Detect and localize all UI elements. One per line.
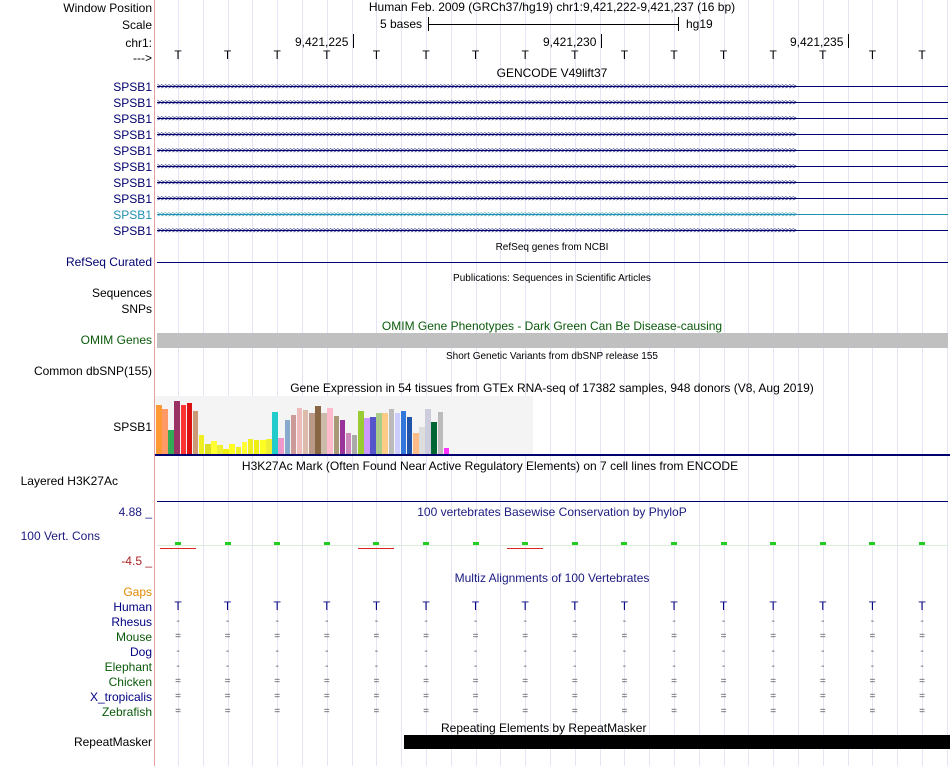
alignment-cell: -: [473, 661, 478, 672]
alignment-cell: =: [819, 691, 826, 702]
alignment-cell: =: [869, 631, 876, 642]
alignment-cell: =: [472, 676, 479, 687]
phylop-positive-mark: [671, 542, 677, 545]
gtex-tissue-bar[interactable]: [291, 415, 297, 454]
alignment-cell: -: [573, 661, 577, 672]
gene-label[interactable]: SPSB1: [113, 224, 152, 238]
alignment-cell: -: [672, 661, 676, 672]
publications-snps-label[interactable]: SNPs: [121, 302, 152, 316]
phylop-min-label: -4.5 _: [121, 554, 152, 568]
alignment-cell: =: [671, 631, 677, 642]
phylop-positive-mark: [721, 542, 727, 545]
alignment-cell: -: [821, 616, 825, 627]
alignment-cell: -: [275, 646, 279, 657]
publications-sequences-label[interactable]: Sequences: [91, 286, 152, 300]
strand-label: --->: [133, 51, 152, 65]
alignment-cell: =: [869, 706, 876, 717]
alignment-cell: -: [771, 661, 775, 672]
alignment-cell: -: [325, 646, 329, 657]
alignment-cell: =: [423, 676, 429, 687]
alignment-cell: =: [621, 691, 628, 702]
phylop-negative-mark: [358, 548, 394, 549]
gtex-tissue-bar[interactable]: [285, 420, 291, 454]
track-data-area[interactable]: [155, 0, 950, 766]
base-letter: T: [769, 48, 777, 62]
alignment-cell: =: [323, 631, 330, 642]
alignment-cell: T: [422, 599, 430, 613]
species-label-rhesus[interactable]: Rhesus: [111, 615, 152, 629]
alignment-cell: =: [373, 631, 380, 642]
refseq-track-title[interactable]: RefSeq genes from NCBI: [495, 242, 609, 253]
alignment-cell: =: [720, 676, 727, 687]
alignment-cell: T: [819, 599, 827, 613]
base-letter: T: [273, 48, 281, 62]
phylop-track-label[interactable]: 100 Vert. Cons: [20, 529, 100, 543]
gtex-tissue-bar[interactable]: [413, 433, 419, 454]
alignment-cell: =: [919, 631, 925, 642]
gtex-tissue-bar[interactable]: [205, 444, 211, 454]
gtex-tissue-bar[interactable]: [370, 417, 376, 454]
omim-phenotype-bar[interactable]: [157, 333, 948, 348]
scale-text: 5 bases: [380, 17, 423, 31]
gtex-tissue-bar[interactable]: [248, 439, 254, 454]
gtex-tissue-bar[interactable]: [321, 413, 327, 454]
alignment-cell: -: [374, 661, 379, 672]
alignment-cell: T: [174, 599, 182, 613]
alignment-cell: =: [274, 706, 281, 717]
alignment-cell: T: [918, 599, 926, 613]
alignment-cell: T: [719, 599, 728, 613]
omim-track-title[interactable]: OMIM Gene Phenotypes - Dark Green Can Be Disease-causing: [381, 319, 723, 333]
alignment-cell: =: [819, 631, 826, 642]
alignment-cell: =: [919, 691, 925, 702]
gene-transcript-backbone: [157, 214, 948, 215]
gtex-tissue-bar[interactable]: [278, 438, 284, 454]
gtex-track-label[interactable]: SPSB1: [113, 420, 152, 434]
gtex-tissue-bar[interactable]: [254, 440, 260, 455]
gtex-tissue-bar[interactable]: [229, 444, 235, 454]
gtex-baseline: [155, 454, 950, 456]
alignment-cell: =: [274, 631, 281, 642]
track-label-column: [0, 0, 154, 766]
base-letter: T: [620, 48, 629, 62]
h3k27ac-baseline: [157, 501, 948, 502]
gtex-tissue-bar[interactable]: [309, 413, 315, 454]
alignment-cell: -: [523, 616, 527, 627]
alignment-cell: -: [622, 661, 627, 672]
repeatmasker-track-label[interactable]: RepeatMasker: [73, 735, 152, 749]
alignment-cell: -: [473, 616, 478, 627]
phylop-max-label: 4.88 _: [118, 505, 152, 519]
phylop-positive-mark: [324, 542, 330, 545]
alignment-cell: -: [870, 616, 875, 627]
alignment-cell: =: [224, 676, 231, 687]
position-tick: [353, 34, 354, 48]
phylop-positive-mark: [373, 542, 379, 545]
gtex-tissue-bar[interactable]: [266, 439, 272, 454]
base-letter: T: [223, 48, 232, 62]
alignment-cell: =: [819, 706, 826, 717]
gtex-tissue-bar[interactable]: [315, 406, 321, 454]
alignment-cell: =: [323, 691, 330, 702]
gtex-tissue-bar[interactable]: [260, 440, 266, 454]
gene-transcript-backbone: [157, 86, 948, 87]
gtex-tissue-bar[interactable]: [297, 408, 303, 454]
repeatmasker-element-bar[interactable]: [404, 735, 950, 749]
alignment-cell: -: [325, 661, 329, 672]
alignment-cell: =: [571, 631, 578, 642]
alignment-cell: -: [374, 616, 379, 627]
alignment-cell: -: [573, 616, 577, 627]
alignment-cell: -: [920, 646, 924, 657]
alignment-cell: -: [523, 646, 527, 657]
chrom-label: chr1:: [125, 36, 152, 50]
gtex-tissue-bar[interactable]: [346, 433, 352, 454]
window-position-label: Window Position: [63, 1, 152, 15]
alignment-cell: =: [522, 631, 529, 642]
alignment-cell: T: [620, 599, 629, 613]
repeatmasker-track-title[interactable]: Repeating Elements by RepeatMasker: [441, 721, 647, 735]
gtex-tissue-bar[interactable]: [364, 418, 370, 454]
base-letter: T: [174, 48, 182, 62]
gencode-track-title[interactable]: GENCODE V49lift37: [496, 66, 608, 80]
phylop-positive-mark: [572, 542, 578, 545]
gtex-tissue-bar[interactable]: [401, 411, 407, 455]
gene-transcript-backbone: [157, 166, 948, 167]
alignment-cell: =: [423, 631, 429, 642]
alignment-cell: -: [424, 646, 428, 657]
alignment-cell: =: [621, 631, 628, 642]
phylop-positive-mark: [473, 542, 479, 545]
alignment-cell: -: [721, 661, 726, 672]
alignment-cell: T: [571, 599, 579, 613]
alignment-cell: =: [274, 691, 281, 702]
base-letter: T: [719, 48, 728, 62]
alignment-cell: =: [770, 691, 777, 702]
alignment-cell: =: [175, 691, 181, 702]
species-label-xtropicalis[interactable]: X_tropicalis: [89, 690, 152, 704]
alignment-cell: =: [571, 706, 578, 717]
alignment-cell: T: [372, 599, 381, 613]
alignment-cell: =: [819, 676, 826, 687]
position-tick-label: 9,421,225: [295, 35, 349, 49]
alignment-cell: =: [770, 706, 777, 717]
alignment-cell: =: [919, 676, 925, 687]
alignment-cell: -: [821, 661, 825, 672]
gene-label[interactable]: SPSB1: [113, 176, 152, 190]
alignment-cell: -: [721, 616, 726, 627]
alignment-cell: -: [870, 646, 875, 657]
gene-transcript-backbone: [157, 134, 948, 135]
alignment-cell: -: [424, 661, 428, 672]
alignment-cell: =: [423, 706, 429, 717]
species-label-chicken[interactable]: Chicken: [108, 675, 152, 689]
phylop-positive-mark: [770, 542, 776, 545]
alignment-cell: -: [275, 661, 279, 672]
refseq-track-label[interactable]: RefSeq Curated: [65, 255, 152, 269]
gtex-tissue-bar[interactable]: [168, 430, 174, 454]
phylop-track-title[interactable]: 100 vertebrates Basewise Conservation by PhyloP: [417, 505, 687, 519]
gtex-tissue-bar[interactable]: [193, 411, 199, 455]
alignment-cell: -: [672, 646, 676, 657]
alignment-cell: =: [224, 706, 231, 717]
alignment-cell: =: [522, 691, 529, 702]
scale-assembly: hg19: [686, 17, 713, 31]
alignment-cell: -: [870, 661, 875, 672]
base-letter: T: [819, 48, 827, 62]
gtex-tissue-bar[interactable]: [425, 409, 431, 454]
alignment-cell: =: [869, 676, 876, 687]
alignment-cell: -: [672, 616, 676, 627]
gene-transcript-backbone: [157, 230, 948, 231]
gtex-tissue-bar[interactable]: [340, 420, 346, 454]
base-letter: T: [868, 48, 877, 62]
gtex-tissue-bar[interactable]: [242, 442, 248, 454]
alignment-cell: =: [274, 676, 281, 687]
alignment-cell: =: [175, 706, 181, 717]
alignment-cell: -: [622, 616, 627, 627]
alignment-cell: T: [471, 599, 480, 613]
alignment-cell: =: [571, 691, 578, 702]
gene-transcript-backbone: [157, 198, 948, 199]
gtex-tissue-bar[interactable]: [236, 447, 242, 454]
multiz-track-title[interactable]: Multiz Alignments of 100 Vertebrates: [454, 571, 650, 585]
gtex-tissue-bar[interactable]: [187, 403, 193, 454]
alignment-cell: =: [472, 631, 479, 642]
gene-label[interactable]: SPSB1: [113, 192, 152, 206]
alignment-cell: =: [224, 691, 231, 702]
alignment-cell: =: [373, 676, 380, 687]
gene-label[interactable]: SPSB1: [113, 144, 152, 158]
alignment-cell: -: [622, 646, 627, 657]
alignment-cell: T: [273, 599, 281, 613]
species-label-zebrafish[interactable]: Zebrafish: [101, 705, 152, 719]
alignment-cell: T: [868, 599, 877, 613]
gene-transcript-backbone: [157, 150, 948, 151]
refseq-gene-line[interactable]: [157, 262, 948, 263]
alignment-cell: =: [720, 691, 727, 702]
gtex-tissue-bar[interactable]: [303, 410, 309, 454]
alignment-cell: -: [424, 616, 428, 627]
gtex-tissue-bar[interactable]: [352, 435, 358, 454]
phylop-positive-mark: [175, 542, 181, 545]
species-label-mouse[interactable]: Mouse: [115, 630, 152, 644]
alignment-cell: T: [670, 599, 678, 613]
species-label-human[interactable]: Human: [113, 600, 152, 614]
window-position-value: Human Feb. 2009 (GRCh37/hg19) chr1:9,421,222-9,421,237 (16 bp): [368, 0, 736, 14]
phylop-zero-line: [157, 545, 948, 546]
alignment-cell: =: [671, 706, 677, 717]
scale-bar: [428, 24, 679, 25]
alignment-cell: T: [323, 599, 331, 613]
alignment-cell: =: [323, 676, 330, 687]
alignment-cell: =: [472, 691, 479, 702]
gene-label[interactable]: SPSB1: [113, 96, 152, 110]
alignment-cell: -: [176, 661, 180, 672]
alignment-cell: =: [373, 691, 380, 702]
alignment-cell: -: [325, 616, 329, 627]
base-letter: T: [571, 48, 579, 62]
phylop-positive-mark: [522, 542, 528, 545]
scale-label: Scale: [121, 18, 152, 32]
alignment-cell: =: [175, 676, 181, 687]
alignment-cell: =: [770, 676, 777, 687]
omim-track-label[interactable]: OMIM Genes: [80, 333, 152, 347]
base-letter: T: [521, 48, 529, 62]
phylop-positive-mark: [225, 542, 231, 545]
gtex-tissue-bar[interactable]: [162, 409, 168, 454]
alignment-cell: -: [920, 616, 924, 627]
alignment-cell: -: [225, 661, 230, 672]
alignment-cell: -: [721, 646, 726, 657]
gtex-tissue-bar[interactable]: [211, 441, 217, 454]
alignment-cell: =: [720, 631, 727, 642]
gtex-tissue-bar[interactable]: [389, 409, 395, 454]
position-tick: [601, 34, 602, 48]
phylop-positive-mark: [423, 542, 429, 545]
gtex-tissue-bar[interactable]: [334, 416, 340, 454]
base-letter: T: [670, 48, 678, 62]
gene-label[interactable]: SPSB1: [113, 112, 152, 126]
alignment-cell: -: [920, 661, 924, 672]
gtex-tissue-bar[interactable]: [382, 413, 388, 454]
alignment-cell: =: [175, 631, 181, 642]
base-letter: T: [372, 48, 381, 62]
alignment-cell: =: [522, 676, 529, 687]
alignment-cell: -: [573, 646, 577, 657]
alignment-cell: -: [225, 616, 230, 627]
phylop-negative-mark: [507, 548, 543, 549]
h3k27ac-track-label[interactable]: Layered H3K27Ac: [20, 474, 118, 488]
gene-transcript-backbone: [157, 118, 948, 119]
alignment-cell: -: [225, 646, 230, 657]
alignment-cell: =: [621, 676, 628, 687]
base-letter: T: [471, 48, 480, 62]
alignment-cell: -: [771, 616, 775, 627]
alignment-cell: =: [571, 676, 578, 687]
dbsnp-track-title[interactable]: Short Genetic Variants from dbSNP release 155: [446, 351, 658, 362]
phylop-positive-mark: [274, 542, 280, 545]
multiz-gaps-label: Gaps: [123, 585, 152, 599]
alignment-cell: =: [919, 706, 925, 717]
gtex-tissue-bar[interactable]: [174, 401, 180, 454]
gtex-tissue-bar[interactable]: [395, 413, 401, 454]
position-tick: [848, 34, 849, 48]
alignment-cell: =: [224, 631, 231, 642]
alignment-cell: =: [720, 706, 727, 717]
publications-track-title[interactable]: Publications: Sequences in Scientific Articles: [453, 273, 651, 284]
alignment-cell: =: [770, 631, 777, 642]
scale-bar-left-tick: [428, 17, 429, 31]
h3k27ac-track-title[interactable]: H3K27Ac Mark (Often Found Near Active Regulatory Elements) on 7 cell lines from ENCODE: [241, 459, 739, 473]
gtex-tissue-bar[interactable]: [272, 412, 278, 454]
species-label-dog[interactable]: Dog: [129, 645, 152, 659]
alignment-cell: =: [373, 706, 380, 717]
alignment-cell: =: [323, 706, 330, 717]
gene-label-alt[interactable]: SPSB1: [113, 208, 152, 222]
gtex-tissue-bar[interactable]: [419, 427, 425, 454]
base-letter: T: [323, 48, 331, 62]
position-tick-label: 9,421,230: [543, 35, 597, 49]
gtex-tissue-bar[interactable]: [199, 435, 205, 454]
alignment-cell: =: [621, 706, 628, 717]
phylop-negative-mark: [160, 548, 196, 549]
alignment-cell: =: [671, 691, 677, 702]
gtex-track-title[interactable]: Gene Expression in 54 tissues from GTEx RNA-seq of 17382 samples, 948 donors (V8, Aug 2019): [290, 381, 814, 395]
gtex-tissue-bar[interactable]: [156, 405, 162, 454]
alignment-cell: -: [176, 646, 180, 657]
scale-bar-right-tick: [678, 17, 679, 31]
species-label-elephant[interactable]: Elephant: [104, 660, 152, 674]
gene-label[interactable]: SPSB1: [113, 128, 152, 142]
phylop-positive-mark: [919, 542, 925, 545]
alignment-cell: -: [176, 616, 180, 627]
gene-transcript-backbone: [157, 182, 948, 183]
alignment-cell: -: [821, 646, 825, 657]
gene-label[interactable]: SPSB1: [113, 160, 152, 174]
phylop-positive-mark: [820, 542, 826, 545]
alignment-cell: -: [473, 646, 478, 657]
alignment-cell: -: [275, 616, 279, 627]
gtex-tissue-bar[interactable]: [438, 412, 444, 454]
alignment-cell: T: [521, 599, 529, 613]
gtex-tissue-bar[interactable]: [181, 405, 187, 454]
gene-transcript-backbone: [157, 102, 948, 103]
gtex-tissue-bar[interactable]: [431, 422, 437, 455]
alignment-cell: =: [869, 691, 876, 702]
gene-label[interactable]: SPSB1: [113, 80, 152, 94]
gtex-tissue-bar[interactable]: [358, 411, 364, 454]
gtex-tissue-bar[interactable]: [376, 413, 382, 454]
alignment-cell: -: [771, 646, 775, 657]
phylop-positive-mark: [869, 542, 875, 545]
dbsnp-track-label[interactable]: Common dbSNP(155): [33, 364, 152, 378]
base-letter: T: [422, 48, 430, 62]
phylop-positive-mark: [621, 542, 627, 545]
alignment-cell: =: [472, 706, 479, 717]
alignment-cell: T: [769, 599, 777, 613]
alignment-cell: T: [223, 599, 232, 613]
gtex-tissue-bar[interactable]: [407, 417, 413, 454]
gtex-tissue-bar[interactable]: [327, 408, 333, 454]
alignment-cell: =: [522, 706, 529, 717]
alignment-cell: =: [423, 691, 429, 702]
position-tick-label: 9,421,235: [790, 35, 844, 49]
alignment-cell: -: [374, 646, 379, 657]
alignment-cell: -: [523, 661, 527, 672]
alignment-cell: =: [671, 676, 677, 687]
gtex-tissue-bar[interactable]: [217, 445, 223, 454]
base-letter: T: [918, 48, 926, 62]
